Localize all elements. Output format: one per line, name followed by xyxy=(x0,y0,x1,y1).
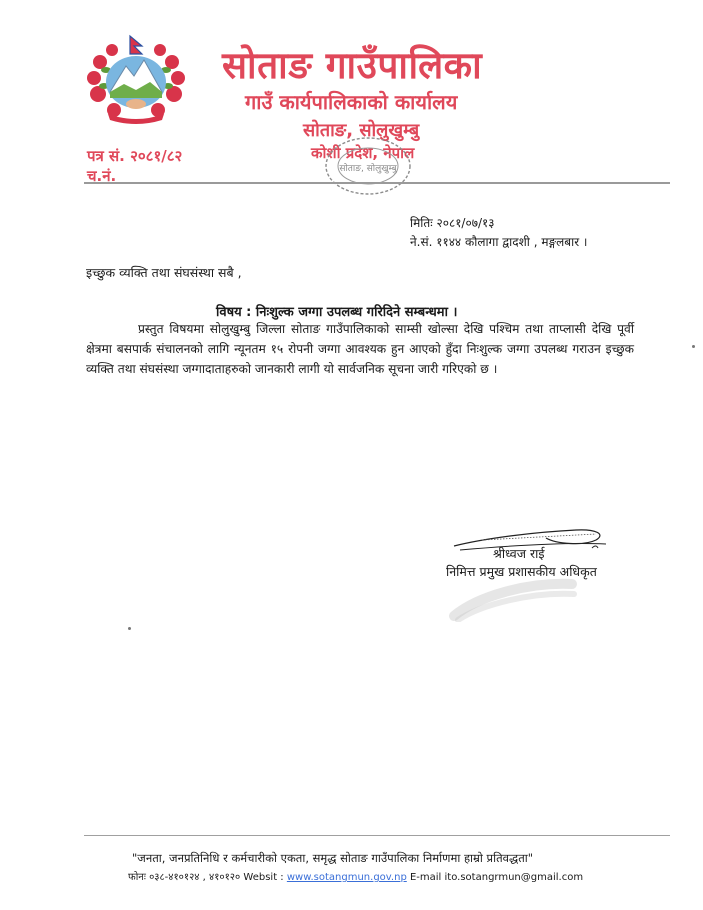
subject-line: विषय : निःशुल्क जग्गा उपलब्ध गरिदिने सम्बन्धमा । xyxy=(216,305,458,320)
office-province: कोशी प्रदेश, नेपाल xyxy=(311,144,415,162)
date-block xyxy=(410,214,587,252)
footer-motto: "जनता, जनप्रतिनिधि र कर्मचारीको एकता, समृद्ध सोताङ गाउँपालिका निर्माणमा हाम्रो प्रतिवद्धता" xyxy=(132,851,534,865)
phone-label: फोनः xyxy=(128,872,146,883)
notice-body: प्रस्तुत विषयमा सोलुखुम्बु जिल्ला सोताङ गाउँपालिकाको साम्सी खोल्सा देखि पश्चिम तथा ताप्लासी देखि पूर्वी क्षेत्रमा बसपार्क संचालनको लागि न्यूनतम १५ रोपनी जग्गा आवश्यक हुन आएको हुँदा निःशुल्क जग्गा उपलब्ध गराउन इच्छुक व्यक्ति तथा संघसंस्था जग्गादाताहरुको जानकारी लागी यो सार्वजनिक सूचना जारी गरिएको छ । xyxy=(86,322,634,376)
office-stamp-text: सोताङ, सोलुखुम्बु xyxy=(339,164,397,174)
email-address: ito.sotangrmun@gmail.com xyxy=(444,872,584,883)
email-label: E-mail xyxy=(409,872,442,883)
signatory-name: श्रीध्वज राई xyxy=(493,546,545,561)
signatory-title: निमित्त प्रमुख प्रशासकीय अधिकृत xyxy=(446,564,597,579)
date-line: मितिः २०८१/०७/१३ xyxy=(410,216,495,230)
footer-contact xyxy=(128,869,583,883)
nepal-emblem-icon xyxy=(84,32,188,124)
reference-number: पत्र सं. २०८१/८२ xyxy=(87,147,183,165)
website-link[interactable]: www.sotangmun.gov.np xyxy=(286,872,407,883)
office-name: गाउँ कार्यपालिकाको कार्यालय xyxy=(245,90,458,114)
footer-divider xyxy=(84,835,670,836)
office-location: सोताङ, सोलुखुम्बु xyxy=(303,120,420,141)
website-label: Websit : xyxy=(243,872,284,883)
scan-speck xyxy=(692,345,695,348)
header-divider xyxy=(84,182,670,184)
dispatch-number-label: च.नं. xyxy=(87,167,117,185)
office-stamp-icon xyxy=(318,133,418,199)
nepal-sambat-line: ने.सं. ११४४ कौलागा द्वादशी , मङ्गलबार । xyxy=(410,235,588,249)
org-name: सोताङ गाउँपालिका xyxy=(222,44,483,87)
phone-numbers: ०३८-४१०१२४ , ४१०१२० xyxy=(149,872,241,883)
signatory-stamp-icon xyxy=(448,576,578,622)
recipient: इच्छुक व्यक्ति तथा संघसंस्था सबै , xyxy=(86,265,242,280)
scan-speck xyxy=(128,627,131,630)
